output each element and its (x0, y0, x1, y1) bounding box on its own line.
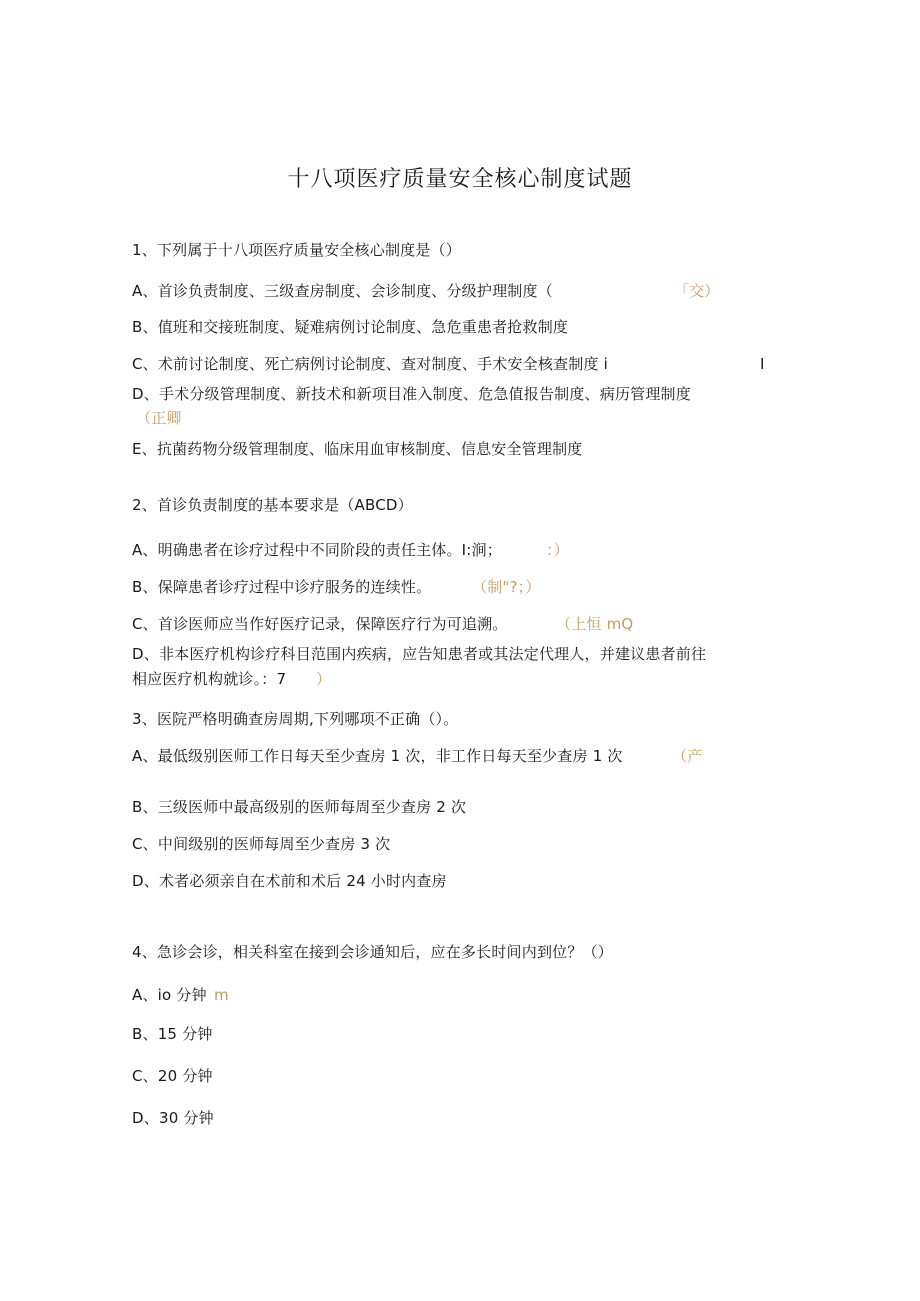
question-1-option-c: C、术前讨论制度、死亡病例讨论制度、查对制度、手术安全核查制度 i (132, 355, 609, 373)
question-1-option-a-note: 「交） (674, 282, 720, 300)
question-2-option-b: B、保障患者诊疗过程中诊疗服务的连续性。 (132, 578, 432, 596)
question-2-option-d-line1: D、非本医疗机构诊疗科目范围内疾病，应告知患者或其法定代理人，并建议患者前往 (132, 645, 707, 663)
question-1-option-b: B、值班和交接班制度、疑难病例讨论制度、急危重患者抢救制度 (132, 318, 569, 336)
question-4-option-b: B、15 分钟 (132, 1025, 213, 1043)
question-1-option-d: D、手术分级管理制度、新技术和新项目准入制度、危急值报告制度、病历管理制度 (132, 385, 691, 403)
question-1-option-e: E、抗菌药物分级管理制度、临床用血审核制度、信息安全管理制度 (132, 440, 583, 458)
question-4-stem: 4、急诊会诊，相关科室在接到会诊通知后，应在多长时间内到位？（） (132, 943, 613, 961)
question-3-option-d: D、术者必须亲自在术前和术后 24 小时内查房 (132, 872, 447, 890)
page-title: 十八项医疗质量安全核心制度试题 (287, 167, 633, 192)
question-2-option-a: A、明确患者在诊疗过程中不同阶段的责任主体。I:涧； (132, 541, 502, 559)
question-1-option-d-note: （正卿 (136, 409, 182, 427)
question-2-stem: 2、首诊负责制度的基本要求是（ABCD） (132, 496, 413, 514)
question-3-option-a-note: （产 (672, 747, 703, 765)
question-3-option-c: C、中间级别的医师每周至少查房 3 次 (132, 835, 391, 853)
question-4-option-c: C、20 分钟 (132, 1067, 213, 1085)
question-4-option-a-note: m (214, 986, 229, 1004)
question-1-option-c-mark: I (760, 355, 765, 373)
question-1-option-a: A、首诊负责制度、三级查房制度、会诊制度、分级护理制度（ (132, 282, 553, 300)
question-2-option-d-note: ） (316, 670, 332, 688)
question-4-option-d: D、30 分钟 (132, 1109, 214, 1127)
question-3-option-b: B、三级医师中最高级别的医师每周至少查房 2 次 (132, 798, 467, 816)
question-3-option-a: A、最低级别医师工作日每天至少查房 1 次，非工作日每天至少查房 1 次 (132, 747, 623, 765)
question-2-option-c: C、首诊医师应当作好医疗记录，保障医疗行为可追溯。 (132, 615, 508, 633)
question-2-option-d-line2: 相应医疗机构就诊。：7 (132, 670, 287, 688)
question-2-option-a-note: ：） (546, 541, 569, 559)
question-1-stem: 1、下列属于十八项医疗质量安全核心制度是（） (132, 241, 461, 259)
question-2-option-c-note: （上恒 mQ (556, 615, 634, 633)
question-2-option-b-note: （制"?；） (472, 578, 541, 596)
question-4-option-a: A、io 分钟 (132, 986, 207, 1004)
question-3-stem: 3、医院严格明确查房周期,下列哪项不正确（）。 (132, 710, 459, 728)
